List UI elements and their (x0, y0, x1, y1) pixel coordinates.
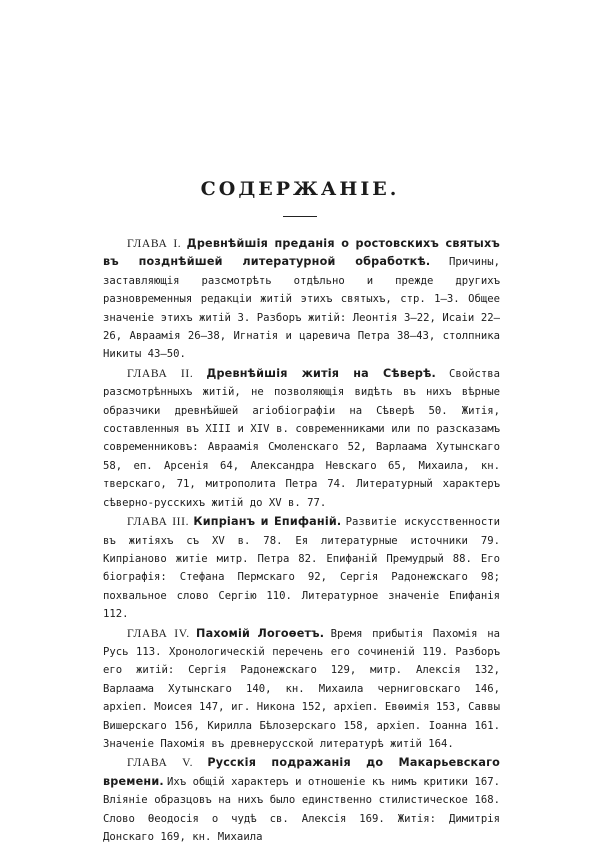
chapter-heading: Древнѣйшія преданія о ростовскихъ святыхъ въ позднѣйшей литературной обработкѣ. (103, 237, 500, 269)
title-divider (283, 216, 317, 217)
chapter-heading: Кипріанъ и Епифаній. (193, 515, 342, 529)
chapter-entry-5 (103, 754, 500, 846)
chapter-heading: Древнѣйшія житія на Сѣверѣ. (206, 366, 436, 380)
chapter-entry-2 (103, 365, 500, 512)
chapter-summary: Свойства разсмотрѣнныхъ житій, не позволяющія видѣть въ нихъ вѣрные образчики древнѣйшей агіобіографіи на Сѣверѣ 50. Житія, составленныя въ XIII и XIV в. современниками или по разсказамъ современниковъ: Авраамія Смоленскаго 52, Варлаама Хутынскаго 58, еп. Арсенія 64, Александра Невскаго 65, Михаила, кн. тверскаго, 71, митрополита Петра 74. Литературный характеръ сѣверно-русскихъ житій до XV в. 77. (103, 367, 500, 509)
chapter-summary: Развитіе искусственности въ житіяхъ съ XV в. 78. Ея литературные источники 79. Кипріаново житіе митр. Петра 82. Епифаній Премудрый 88. Его біографія: Стефана Пермскаго 92, Сергія Радонежскаго 98; похвальное слово Сергію 110. Литературное значеніе Епифанія 112. (103, 516, 501, 621)
chapter-label: ГЛАВА III. (127, 515, 190, 529)
chapter-heading: Пахомій Логоѳетъ. (196, 626, 325, 640)
chapter-entry-1 (103, 235, 500, 364)
chapter-heading: Русскія подражанія до Макарьевскаго времени. (103, 756, 501, 788)
chapter-label: ГЛАВА V. (127, 756, 194, 770)
page-title: СОДЕРЖАНІЕ. (200, 178, 400, 200)
chapter-label: ГЛАВА I. (127, 237, 182, 250)
table-of-contents (103, 235, 500, 847)
chapter-entry-3 (103, 513, 500, 623)
chapter-label: ГЛАВА IV. (127, 626, 190, 640)
chapter-label: ГЛАВА II. (127, 366, 194, 380)
chapter-summary: Ихъ общій характеръ и отношеніе къ нимъ критики 167. Вліяніе образцовъ на нихъ было единственно стилистическое 168. Слово Ѳеодосія о чудѣ св. Алексія 169. Житія: Димитрія Донскаго 169, кн. Михаила (103, 775, 501, 843)
chapter-entry-4 (103, 625, 500, 754)
chapter-summary: Причины, заставляющія разсмотрѣть отдѣльно и прежде другихъ разновременныя редакціи житій этихъ святыхъ, стр. 1—3. Общее значеніе этихъ житій 3. Разборъ житій: Леонтія 3—22, Исаіи 22—26, Авраамія 26—38, Игнатія и царевича Петра 38—43, столпника Никиты 43—50. (103, 256, 501, 361)
chapter-summary: Время прибытія Пахомія на Русь 113. Хронологическій перечень его сочиненій 119. Разборъ его житій: Сергія Радонежскаго 129, митр. Алексія 132, Варлаама Хутынскаго 140, кн. Михаила черниговскаго 146, архіеп. Моисея 147, иг. Никона 152, архіеп. Евѳимія 153, Саввы Вишерскаго 156, Кирилла Бѣлозерскаго 158, архіеп. Іоанна 161. Значеніе Пахомія въ древнерусской литературѣ житій 164. (103, 627, 500, 750)
